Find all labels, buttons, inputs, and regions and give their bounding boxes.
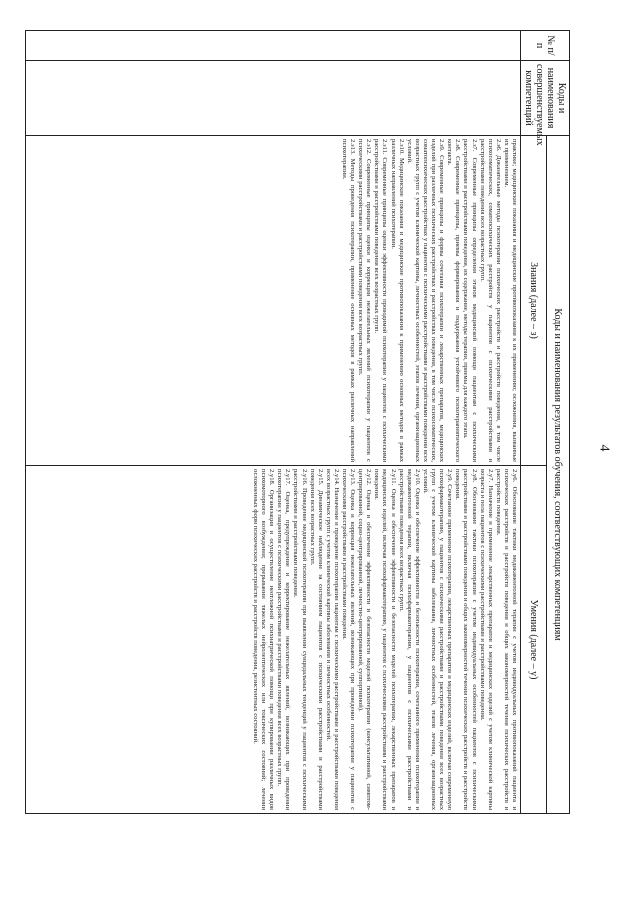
skill-item: 2.у11. Оценка и обеспечение эффективности и безопасности моделей психотерапии, лекарственных препаратов и медицинских изделий, включая психофармакотерапию, у пациентов с психическими расстройствами и расстройствами поведения.: [373, 469, 397, 810]
knowledge-item: 2.з7. Современные принципы определения этапов медицинской помощи пациентам с психическими расстройствами и расстройствами поведения, их содержание, методы терапии, приемы для каждого этапа.: [462, 139, 478, 462]
header-competency-codes: Коды и наименования совершенствуемых компетенций: [521, 61, 570, 136]
page-number: 4: [596, 444, 612, 452]
rotated-table-container: [40, 30, 570, 814]
header-number: № п/п: [521, 31, 570, 61]
knowledge-item: 2.з12. Современные принципы оценки и коррекции нежелательных явлений психотерапии у пациентов с психическими расстройствами и расстройствами поведения всех возрастных групп.: [357, 139, 373, 462]
skill-item: 2.у8. Обоснование тактики психотерапии с учетом индивидуальных особенностей пациентов с психическими расстройствами и расстройствами поведения и общих закономерностей течения психических расстройств и расстройств поведения.: [454, 469, 478, 810]
knowledge-item: 2.з9. Современные принципы и формы сочетания психотерапии и лекарственных препаратов, медицинских изделий при различных психических расстройствах и расстройствах поведения, в том числе психосоматических, соматопсихических расстройствах у пациентов с психическими расстройствами и расстройствами поведения всех возрастных групп с учетом клинической картины, личностных особенностей, этапов лечения, организационных условий.: [405, 139, 446, 462]
skill-item: 2.у10. Оценка и обеспечение эффективности и безопасности психотерапии, сочетанного применения психотерапии и медикаментозной терапии, включая психофармакотерапию, у пациентов с психическими расстройствами и расстройствами поведения всех возрастных групп.: [397, 469, 421, 810]
skill-item: 2.у12. Оценка и обеспечение эффективности и безопасности моделей психотерапии (консультативной, симптом-центрированной, социо-центрированной, личностно-центрированной, суппортивной).: [357, 469, 373, 810]
skill-item: 2.у17. Оценка, предупреждение и корректирование нежелательных явлений, возникающих при проведении психотерапии у пациентов с психическими расстройствами и расстройствами поведения всех возрастных групп.: [276, 469, 292, 810]
skill-item: 2.у14. Назначение и проведение психотерапии пациентам с психическими расстройствами и расстройствами поведения всех возрастных групп с учетом клинической картины заболевания и личностных особенностей.: [324, 469, 340, 810]
skill-item: 2.у7. Назначение и применение лекарственных препаратов и медицинских изделий с учетом клинической картины возраста и пола пациентов с психическими расстройствами и расстройствами поведения.: [478, 469, 494, 810]
competencies-table: [25, 30, 570, 814]
knowledge-item: 2.з13. Методы проведения психотерапии, применение основных методов в рамках различных направлений психотерапии.: [341, 139, 357, 462]
knowledge-item: 2.з8. Современные принципы, приемы формирования и поддержания устойчивого психотерапевтического контакта.: [446, 139, 462, 462]
knowledge-item: 2.з11. Современные принципы оценки эффективности проводимой психотерапии у пациентов с психическими расстройствами и расстройствами поведения всех возрастных групп.: [373, 139, 389, 462]
knowledge-item: практике; медицинские показания и медицинские противопоказания к их применению; осложнения, вызванные их применением.: [502, 139, 518, 462]
cell-number: [26, 31, 521, 61]
header-learning-results: Коды и наименования результатов обучения, соответствующих компетенциям: [546, 136, 569, 814]
knowledge-item: 2.з10. Медицинские показания и медицинские противопоказания к применению основных методов в рамках различных направлений психотерапии.: [389, 139, 405, 462]
cell-skills: [26, 466, 521, 814]
skill-item: 2.у15. Динамическое наблюдение за состоянием пациентов с психическими расстройствами и расстройствами поведения всех возрастных групп.: [308, 469, 324, 810]
table-row: [26, 31, 521, 814]
skill-item: 2.у6. Обоснование тактики медикаментозной терапии с учетом индивидуальных противопоказаний пациента и психических расстройств и расстройств поведения и общих закономерностей течения психических расстройств и расстройств поведения.: [494, 469, 518, 810]
header-skills: Умения (далее – у): [521, 466, 547, 814]
header-knowledge: Знания (далее – з): [521, 136, 547, 466]
skill-item: 2.у9. Сочетанное применение психотерапии, лекарственных препаратов и медицинских изделий, включая современную психофармакотерапию, у пациентов с психическими расстройствами и расстройствами поведения всех возрастных групп с учетом клинической картины заболевания, личностных особенностей, этапов лечения, организационных условий.: [421, 469, 454, 810]
skill-item: 2.у18. Организация и осуществление неотложной психиатрической помощи при купировании различных видов психомоторного возбуждения; прерывании тяжелых нейролептических или токсических состояний; лечении осложненных форм психических расстройств и расстройств поведения, резистентных состояний.: [252, 469, 276, 810]
skill-item: 2.у16. Проведение медицинской психотерапии при выявлении суицидальных тенденций у пациентов с психическими расстройствами и расстройствами поведения.: [292, 469, 308, 810]
skill-item: 2.у13. Оценка и коррекция нежелательных явлений, возникающих при проведении психотерапии у пациентов с психическими расстройствами и расстройствами поведения.: [341, 469, 357, 810]
knowledge-item: 2.з6. Доказательные методы психотерапии психических расстройств и расстройств поведения, в том числе психосоматических, соматопсихических расстройств у пациентов с психическими расстройствами и расстройствами поведения всех возрастных групп.: [478, 139, 502, 462]
cell-competency: [26, 61, 521, 136]
cell-knowledge: [26, 136, 521, 466]
